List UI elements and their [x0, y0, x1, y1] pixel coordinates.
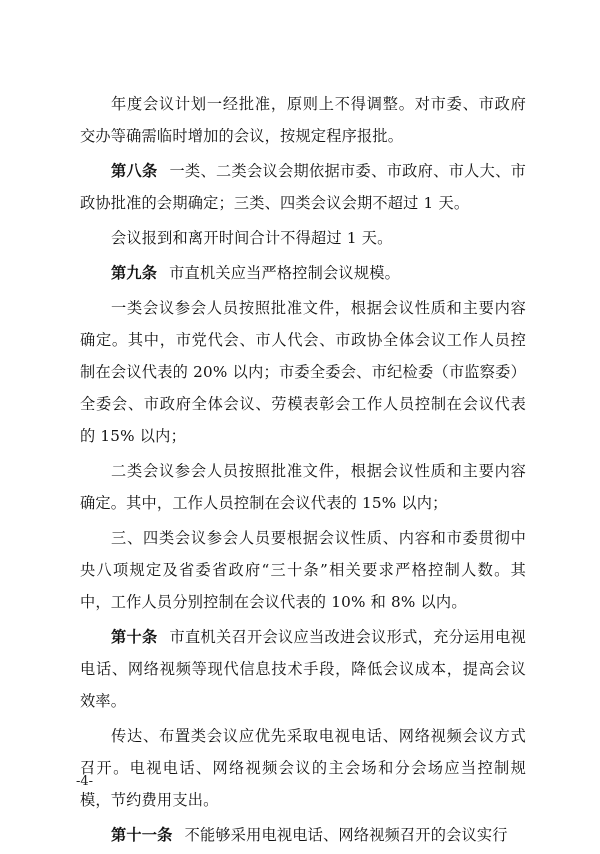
paragraph: 年度会议计划一经批准，原则上不得调整。对市委、市政府交办等确需临时增加的会议，按规定程序报批。 [80, 95, 526, 145]
paragraph-article-11: 第十一条 不能够采用电视电话、网络视频召开的会议实行 [111, 826, 508, 844]
paragraph-article-9: 第九条 市直机关应当严格控制会议规模。 [111, 264, 400, 282]
article-heading: 第九条 [111, 264, 158, 282]
paragraph-article-8: 第八条 一类、二类会议会期依据市委、市政府、市人大、市政协批准的会期确定；三类、四类会议会期不超过 1 天。 [80, 162, 526, 212]
paragraph-article-10: 第十条 市直机关召开会议应当改进会议形式，充分运用电视电话、网络视频等现代信息技术手段，降低会议成本，提高会议效率。 [80, 628, 526, 710]
paragraph: 一类会议参会人员按照批准文件，根据会议性质和主要内容确定。其中，市党代会、市人代会、市政协全体会议工作人员控制在会议代表的 20% 以内；市委全委会、市纪检委（市监察委）全委会、市政府全体会议、劳模表彰会工作人员控制在会议代表的 15% 以内； [80, 299, 526, 445]
page-number: -4- [76, 774, 94, 789]
article-heading: 第十一条 [111, 826, 173, 844]
paragraph: 会议报到和离开时间合计不得超过 1 天。 [111, 229, 393, 247]
paragraph: 三、四类会议参会人员要根据会议性质、内容和市委贯彻中央八项规定及省委省政府“三十条”相关要求严格控制人数。其中，工作人员分别控制在会议代表的 10% 和 8% 以内。 [80, 529, 526, 611]
paragraph: 传达、布置类会议应优先采取电视电话、网络视频会议方式召开。电视电话、网络视频会议的主会场和分会场应当控制规模，节约费用支出。 [80, 727, 526, 809]
article-heading: 第十条 [111, 628, 158, 646]
document-body [80, 88, 526, 854]
paragraph: 二类会议参会人员按照批准文件，根据会议性质和主要内容确定。其中，工作人员控制在会议代表的 15% 以内； [80, 462, 526, 512]
article-heading: 第八条 [111, 162, 158, 180]
